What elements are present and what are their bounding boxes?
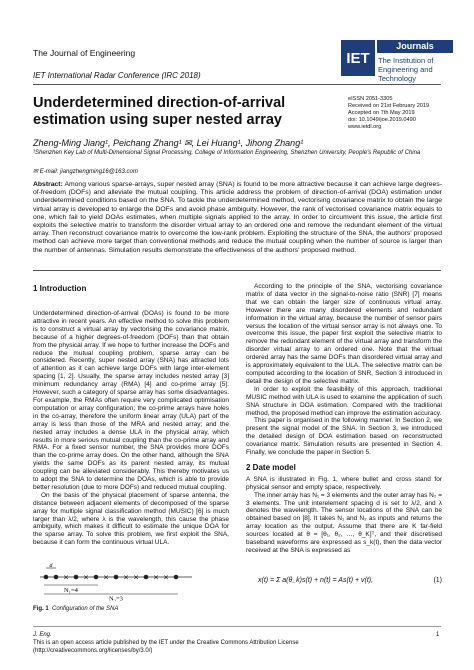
- figure-caption-label: Fig. 1: [33, 606, 49, 612]
- sna-configuration-figure: [36, 563, 196, 601]
- section2-heading: 2 Date model: [246, 462, 296, 472]
- column-right: [246, 283, 442, 555]
- empty-cross-7: ×: [163, 573, 169, 582]
- institution-line2: Engineering and Technology: [378, 65, 433, 83]
- iet-logo: [341, 40, 453, 83]
- intro-paragraph-4: In order to exploit the feasibility of this approach, traditional MUSIC method with ULA is used to examine the application of such SNA structure in DOA estimation. Compared with the traditional method, the proposed method can improve the estimation accuracy.: [246, 385, 442, 417]
- institution-name: [378, 56, 453, 83]
- footer-license-link[interactable]: (http://creativecommons.org/licenses/by/3.0/): [33, 648, 153, 654]
- sensor-dot-3: [74, 575, 79, 580]
- sensor-dot-7: [174, 575, 179, 580]
- empty-cross-5: ×: [133, 573, 139, 582]
- intro-paragraph-5: This paper is organised in the following manner. In Section 2, we present the signal model of the SNA. In Section 3, we introduced the detailed design of DOA estimation based on reconstructed covariance matrix. Simulation results are presented in Section 4. Finally, we conclude the paper in Section 5.: [246, 417, 442, 457]
- equation-text: x(t) = Σ a(θ_k)s(t) + n(t) = As(t) + v(t),: [258, 577, 374, 584]
- abstract-rule: [33, 270, 441, 271]
- article-meta: [348, 96, 429, 131]
- n2-label: N₂=3: [109, 595, 123, 601]
- empty-cross-6: ×: [153, 573, 159, 582]
- received-date: Received on 21st February 2019: [348, 103, 430, 109]
- iet-logo-mark: [341, 40, 375, 76]
- footer-rule: [33, 626, 441, 627]
- conference-name: IET International Radar Conference (IRC 2018): [33, 71, 201, 80]
- abstract-label: Abstract:: [33, 181, 63, 188]
- doi[interactable]: doi: 10.1049/joe.2019.0490: [348, 117, 416, 123]
- model-paragraph-2: The inner array has N₁ = 3 elements and the outer array has N₂ = 3 elements. The unit interelement spacing d is set to λ/2, and λ denotes the wavelength. The sensor locations of the SNA can be obtained based on [8]. It takes N₁ and N₂ as inputs and returns the array location as the output. Assume that there are K far-field sources located at θ = [θ₁, θ₂, …, θ_K]ᵀ, and their discretised baseband waveforms are expressed as s_k(t), then the data vector received at the SNA is expressed as: [246, 491, 442, 554]
- figure-caption-text: Configuration of the SNA: [52, 606, 119, 612]
- intro-paragraph-3: According to the principle of the SNA, vectorising covariance matrix of data vector in the signal-to-noise ratio (SNR) [7] means that we can obtain the larger size of continuous virtual array. However there are many disordered elements and redundant information in the virtual array, because the number of sensor pairs versus the location of the virtual sensor array is not always one. To overcome this issue, the paper first exploit the selective matrix to remove the redundant element of the virtual array and transform the disorder virtual array to an ordered one. Note that the virtual ordered array has the same DOFs than disordered virtual array and is approximately equivalent to the ULA. The selective matrix can be computed according to the location of SNR, Section 3 introduced in detail the design of the selective matrix.: [246, 283, 442, 385]
- figure-caption: [33, 606, 118, 612]
- footer-journal: J. Eng.: [33, 632, 52, 638]
- affiliation: ¹Shenzhen Key Lab of Multi-Dimensional Signal Processing, College of Information Engineering, Shenzhen University, People's Republic of China: [33, 150, 421, 156]
- empty-cross-1: ×: [63, 573, 69, 582]
- accepted-date: Accepted on 7th May 2019: [348, 110, 415, 116]
- issn: eISSN 2051-3305: [348, 96, 393, 102]
- column-left: [33, 284, 229, 547]
- title-line1: Underdetermined direction-of-arrival: [33, 95, 286, 111]
- header-rule: [33, 84, 441, 85]
- sensor-dot-4: [94, 575, 99, 580]
- intro-paragraph-2: On the basis of the physical placement of sparse antenna, the distance between adjacent elements of decomposed of the sparse array for multiple signal classification method (MUSIC) [6] is much larger than λ/2, where λ is the wavelength, this cause the phase ambiguity, which makes it difficult to estimate the unique DOA for the sparse array. To solve this problem, we first exploit the SNA, because it can form the continuous virtual ULA.: [33, 491, 229, 547]
- sensor-dot-1: [44, 575, 49, 580]
- title-line2: estimation using super nested array: [33, 112, 282, 128]
- spacing-label: d: [49, 563, 53, 569]
- section1-heading: 1 Introduction: [33, 284, 87, 293]
- n1-label: N₁=4: [64, 587, 78, 594]
- corresponding-email[interactable]: ✉ E-mail: jiangzhengming16@163.com: [33, 169, 138, 175]
- sensor-dot-6: [144, 575, 149, 580]
- sensor-dot-2: [54, 575, 59, 580]
- model-paragraph-1: A SNA is illustrated in Fig. 1, where bullet and cross stand for physical sensor and empty space, respectively.: [246, 475, 442, 491]
- equation-1: [258, 577, 442, 584]
- website-link[interactable]: www.ietdl.org: [348, 124, 382, 130]
- authors: Zheng-Ming Jiang¹, Peichang Zhang¹ ✉, Lei Huang¹, Jihong Zhang¹: [33, 138, 304, 148]
- abstract: [33, 181, 442, 255]
- page-number: 1: [436, 632, 440, 638]
- abstract-text: Among various sparse-arrays, super nested array (SNA) is found to be more attractive because it can achieve large degrees-of-freedom (DOFs) and alleviate the mutual coupling. This article address the problem of direction-of-arrival (DOA) estimation under underdetermined conditions based on the SNA. To tackle the underdetermined method, vectorising covariance matrix to obtain the large virtual array is developed to enlarge the DOFs and avoid phase ambiguity. However, the rank of vectorised covariance matrix equals to one, which fail to yield DOAs estimates, when multiple signals applied to the array. In order to circumvent this issue, the article first exploits the selective matrix to transform the disorder virtual array to an ordered one and remove the redundant element of the virtual array. Then reconstruct covariance matrix to overcome the low-rank problem. Exploiting the structure of the SNA, the authors' proposed method can achieve more target than conventional methods and reduce the mutual coupling when the number of source is larger than the number of antennas. Simulation results demonstrate the effectiveness of the authors' proposed method.: [33, 181, 442, 254]
- empty-cross-4: ×: [123, 573, 129, 582]
- empty-cross-2: ×: [83, 573, 89, 582]
- sensor-dot-5: [114, 575, 119, 580]
- institution-line1: The Institution of: [378, 56, 434, 65]
- iet-logo-text: IET: [346, 50, 370, 67]
- footer-license: This is an open access article published by the IET under the Creative Commons Attribution License: [33, 640, 299, 646]
- equation-number: (1): [433, 577, 442, 584]
- intro-paragraph-1: Underdetermined direction-of-arrival (DOAs) is found to be more attractive in recent years. An effective method to solve this problem is to construct a virtual array by vectorising the covariance matrix, because of a higher degrees-of-freedom (DOFs) than that obtain from the physical array. If we hope to further increase the DOFs and reduce the mutual coupling problem, sparse array can be considered. Recently, super nested array (SNA) has attracted lots of attention as it can achieve large DOFs with large inter-element spacing [1, 2]. Usually, the sparse array includes nested array [3] minimum redundancy array (RMA) [4] and co-prime array [5]. However, such a category of sparse array has some disadvantages. For example, the RMAs often require very complicated optimisation computation or array configuration; the co-prime arrays have holes in the co-array, therefore the uniform linear array (ULA) part of the array is less than those of the MRA and nested array; and the nested array includes a dense ULA in the physical array, which results in more serious mutual coupling than the co-prime array and RMA. For a fixed sensor number, the SNA provides more DOFs than the co-prime array does. On the other hand, although the SNA yields the same DOFs as its parent nested array, its mutual coupling can be alleviated considerably. This thereby motivates us to adopt the SNA to determine the DOAs, which is able to provide better resolution (due to more DOFs) and reduced mutual coupling.: [33, 310, 229, 491]
- journals-banner: Journals: [377, 40, 453, 53]
- empty-cross-3: ×: [103, 573, 109, 582]
- paper-title: [33, 95, 333, 129]
- journal-name: The Journal of Engineering: [33, 48, 136, 58]
